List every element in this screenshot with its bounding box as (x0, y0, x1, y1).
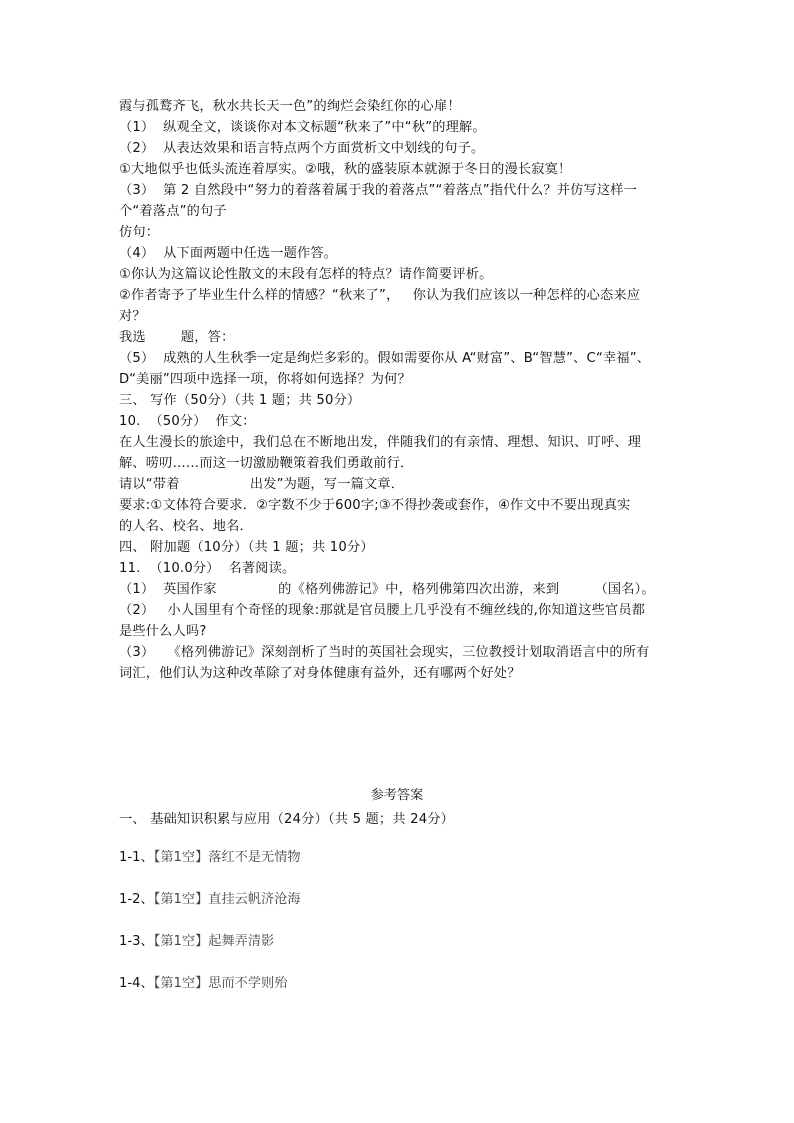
answer-item (119, 847, 301, 868)
question-line: 仿句： (119, 225, 160, 240)
question-line: 在人生漫长的旅途中，我们总在不断地出发，伴随我们的有亲情、理想、知识、叮呼、理 (119, 435, 642, 450)
answer-item (119, 889, 301, 910)
section-heading: 三、 写作（50分）（共 1 题；共 50分） (119, 393, 361, 408)
question-line: 对？ (119, 309, 146, 324)
question-line: （1） 英国作家 的《格列佛游记》中，格列佛第四次出游，来到 （国名）。 (119, 582, 655, 597)
answer-item (119, 973, 287, 994)
question-line: （5） 成熟的人生秋季一定是绚烂多彩的。假如需要你从 A“财富”、B“智慧”、C“幸福”、 (119, 351, 651, 366)
answers-section-heading: 一、 基础知识积累与应用（24分）（共 5 题；共 24分） (119, 812, 455, 827)
question-line: ①你认为这篇议论性散文的末段有怎样的特点？请作简要评析。 (119, 267, 493, 282)
answer-text: 落红不是无情物 (208, 850, 301, 865)
answer-number: 1-1、 (119, 850, 154, 865)
answer-item (119, 931, 274, 952)
answer-number: 1-4、 (119, 976, 154, 991)
question-line: 解、唠叨……而这一切激励鞭策着我们勇敢前行． (119, 456, 414, 471)
question-line: 要求:①文体符合要求．②字数不少于600字;③不得抄袭或套作，④作文中不要出现真实 (119, 498, 631, 513)
question-line: ②作者寄予了毕业生什么样的情感？“秋来了”， 你认为我们应该以一种怎样的心态来应 (119, 288, 641, 303)
question-line: （2） 从表达效果和语言特点两个方面赏析文中划线的句子。 (119, 141, 485, 156)
section-heading: 四、 附加题（10分）（共 1 题；共 10分） (119, 540, 374, 555)
question-line: （2） 小人国里有个奇怪的现象:那就是官员腰上几乎没有不缠丝线的,你知道这些官员都 (119, 603, 646, 618)
answer-text: 思而不学则殆 (208, 976, 288, 991)
question-line: （3） 第 2 自然段中“努力的着落着属于我的着落点”“着落点”指代什么？并仿写这样一 (119, 183, 638, 198)
question-line: ①大地似乎也低头流连着厚实。②哦，秋的盛装原本就源于冬日的漫长寂寞！ (119, 162, 572, 177)
answers-title: 参考答案 (370, 788, 424, 803)
question-line: 的人名、校名、地名． (119, 519, 253, 534)
answer-tag: 【第1空】 (153, 892, 209, 907)
answer-tag: 【第1空】 (153, 934, 209, 949)
question-line: 11. （10.0分） 名著阅读。 (119, 561, 296, 576)
answer-number: 1-3、 (119, 934, 154, 949)
question-line: 是些什么人吗? (119, 624, 207, 639)
question-line: 个“着落点”的句子 (119, 204, 227, 219)
answer-text: 直挂云帆济沧海 (208, 892, 301, 907)
question-line: 请以“带着 出发”为题，写一篇文章． (119, 477, 405, 492)
answer-number: 1-2、 (119, 892, 154, 907)
answer-tag: 【第1空】 (153, 850, 209, 865)
question-line: 霞与孤鹜齐飞，秋水共长天一色”的绚烂会染红你的心扉！ (119, 99, 461, 114)
question-line: （3） 《格列佛游记》深刻剖析了当时的英国社会现实，三位教授计划取消语言中的所有 (119, 645, 650, 660)
question-line: D“美丽”四项中选择一项，你将如何选择？为何？ (119, 372, 411, 387)
question-line: 我选 题，答： (119, 330, 235, 345)
question-line: 词汇，他们认为这种改革除了对身体健康有益外，还有哪两个好处？ (119, 666, 521, 681)
answer-tag: 【第1空】 (153, 976, 209, 991)
question-line: （4） 从下面两题中任选一题作答。 (119, 246, 338, 261)
answer-text: 起舞弄清影 (208, 934, 275, 949)
question-line: 10. （50分） 作文： (119, 414, 256, 429)
question-line: （1） 纵观全文，谈谈你对本文标题“秋来了”中“秋”的理解。 (119, 120, 486, 135)
